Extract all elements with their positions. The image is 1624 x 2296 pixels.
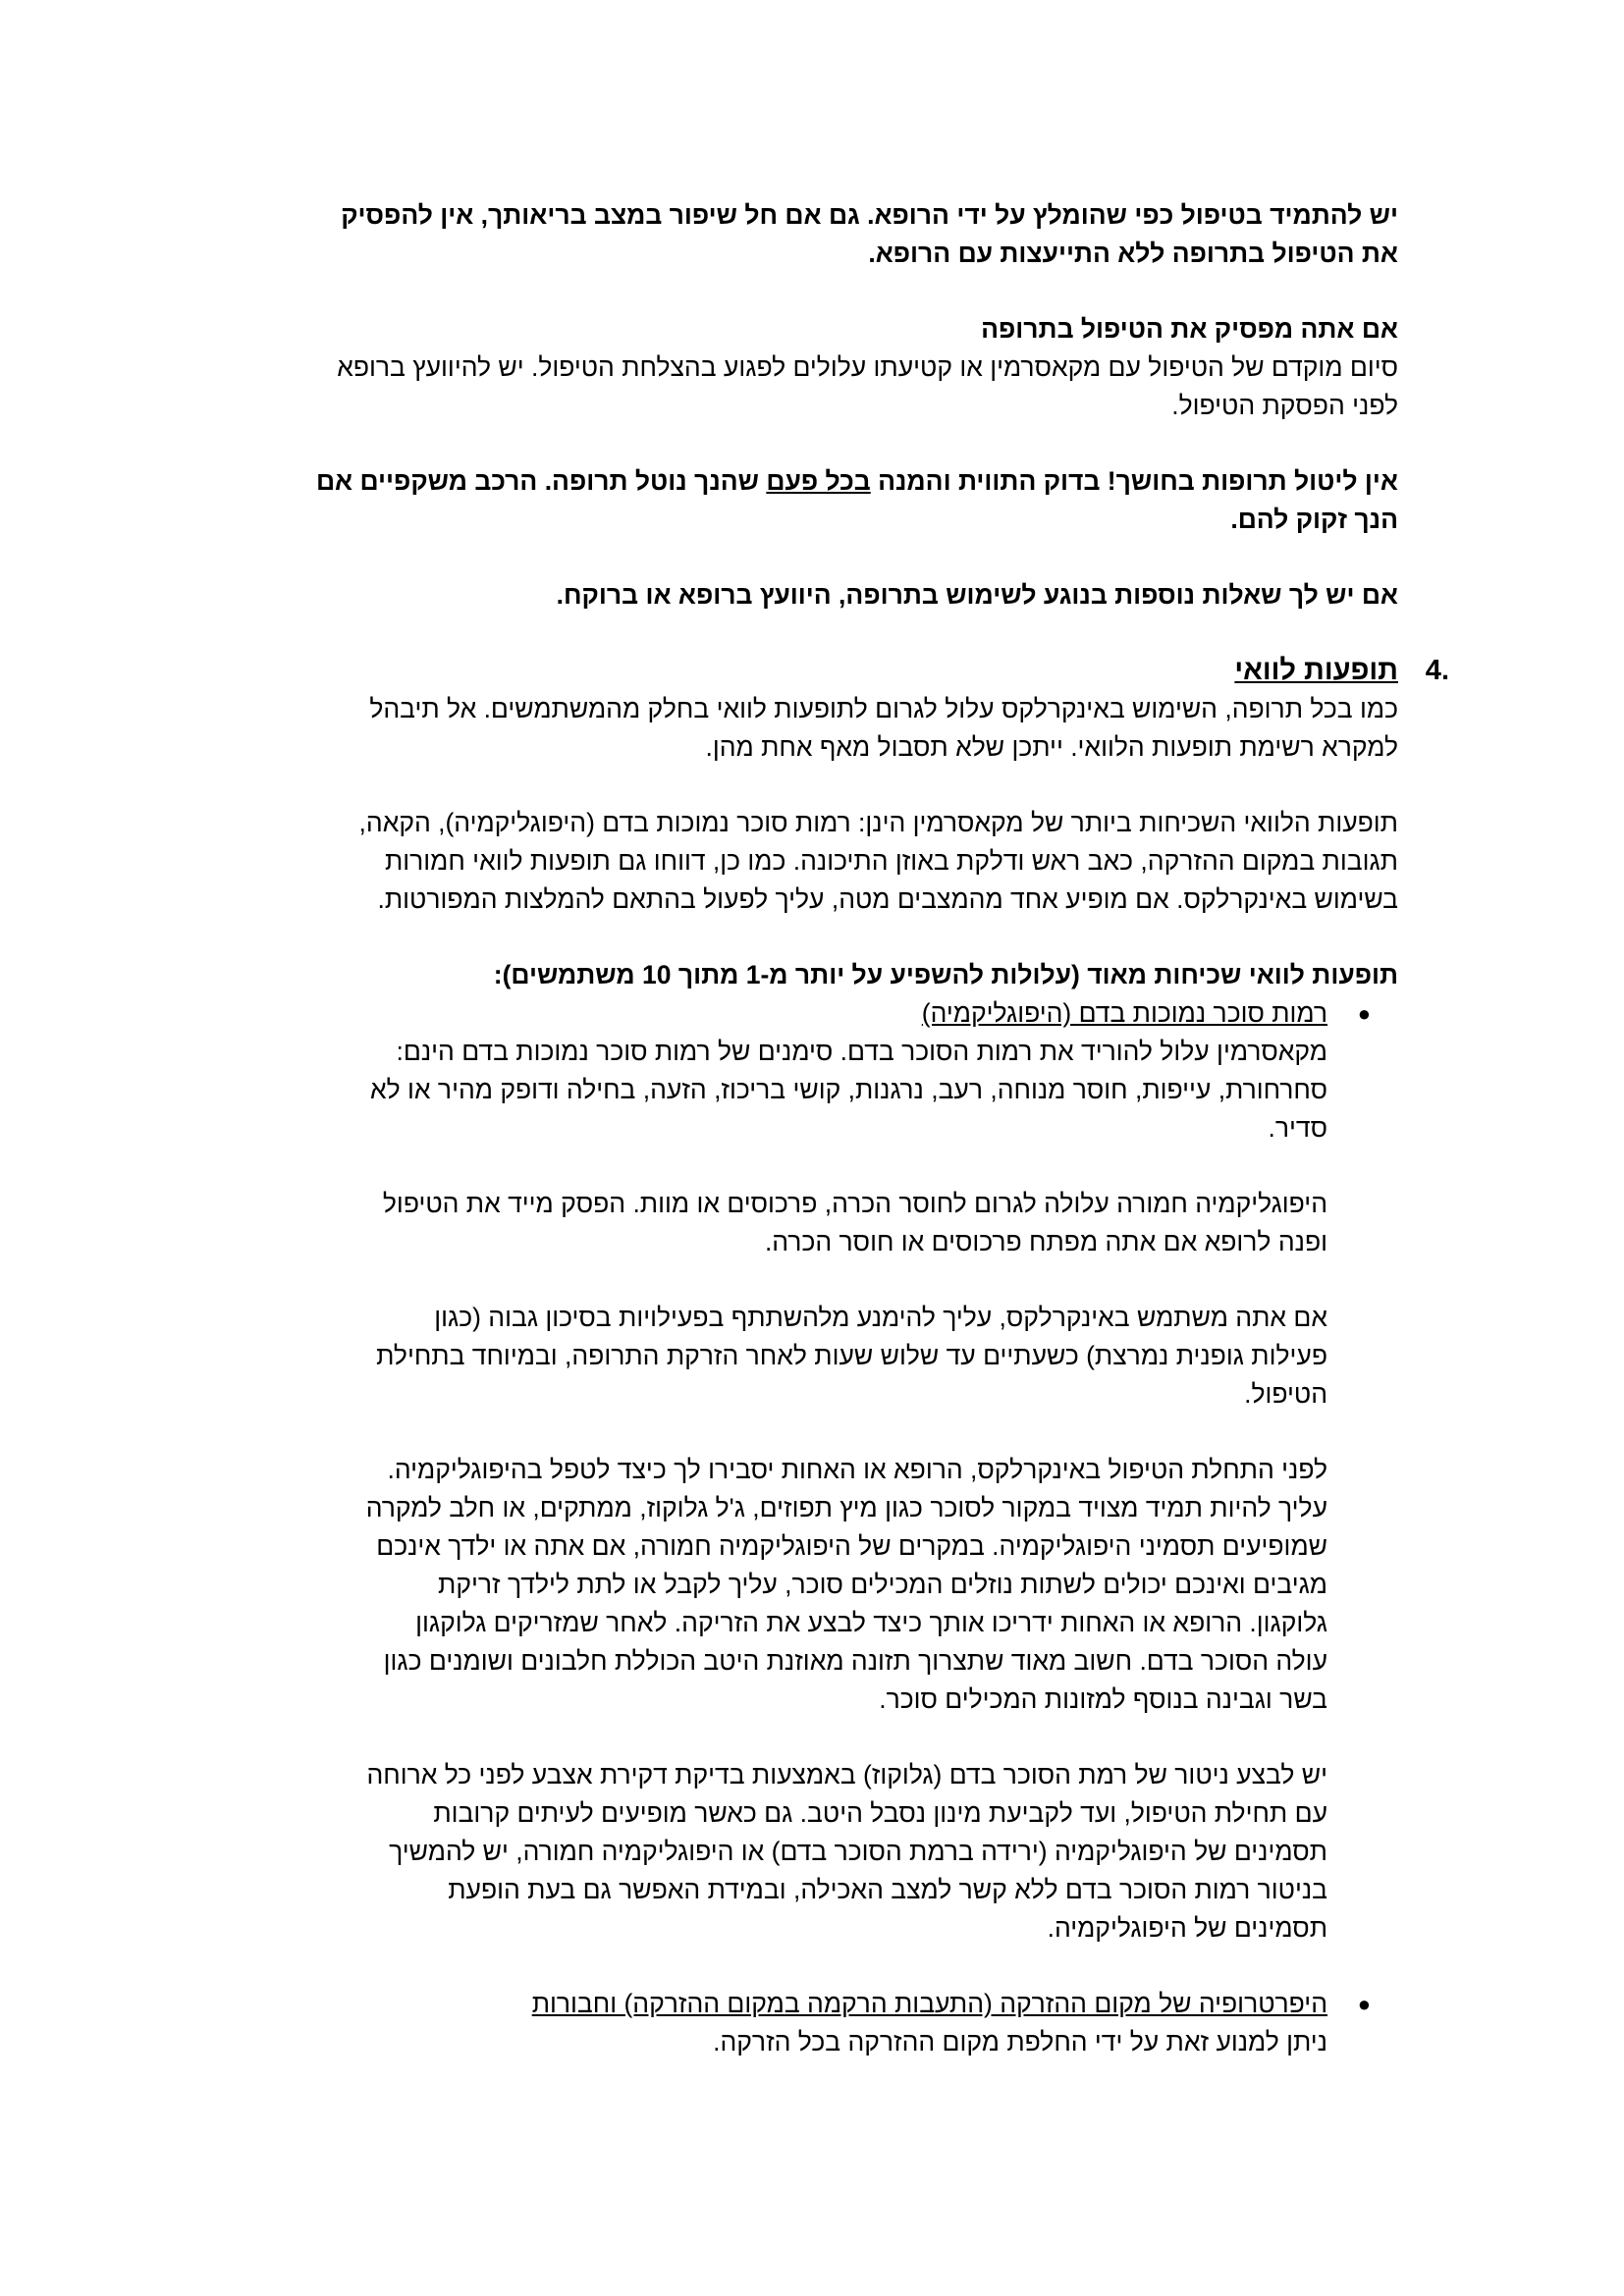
text-line: סחרחורת, עייפות, חוסר מנוחה, רעב, נרגנות, קושי בריכוז, הזעה, בחילה ודופק מהיר או לא [369, 1075, 1327, 1104]
section-title: תופעות לוואי [1234, 655, 1398, 686]
text-line: תסמינים של היפוגליקמיה (ירידה ברמת הסוכר בדם) או היפוגליקמיה חמורה, יש להמשיך [389, 1837, 1327, 1866]
text-line: יש לבצע ניטור של רמת הסוכר בדם (גלוקוז) באמצעות בדיקת דקירת אצבע לפני כל ארוחה [366, 1760, 1327, 1789]
text-line: תסמינים של היפוגליקמיה. [1047, 1913, 1327, 1943]
text-line: סיום מוקדם של הטיפול עם מקאסרמין או קטיעתו עלולים לפגוע בהצלחת הטיפול. יש להיוועץ ברופא [337, 352, 1398, 382]
text-line: עולה הסוכר בדם. חשוב מאוד שתצרוך תזונה מאוזנת היטב הכוללת חלבונים ושומנים כגון [383, 1646, 1327, 1676]
bullet-icon: ● [1357, 1001, 1371, 1026]
darkness-warning [220, 462, 1398, 539]
section-number: .4 [1425, 655, 1449, 686]
bullet-icon: ● [1357, 1992, 1371, 2016]
hypoglycemia-item [220, 994, 1371, 1948]
text-line: תגובות במקום ההזרקה, כאב ראש ודלקת באוזן התיכונה. כמו כן, דווחו גם תופעות לוואי חמורות [384, 846, 1398, 876]
text-line: היפוגליקמיה חמורה עלולה לגרום לחוסר הכרה, פרכוסים או מוות. הפסק מייד את הטיפול [382, 1189, 1327, 1218]
text-line: ופנה לרופא אם אתה מפתח פרכוסים או חוסר הכרה. [764, 1227, 1327, 1256]
further-questions: אם יש לך שאלות נוספות בנוגע לשימוש בתרופה, היוועץ ברופא או ברוקח. [556, 580, 1398, 610]
hypoglycemia-management [220, 1451, 1327, 1719]
bullet-row [220, 994, 1371, 1033]
text-line: את הטיפול בתרופה ללא התייעצות עם הרופא. [868, 239, 1398, 268]
hypertrophy-text: ניתן למנוע זאת על ידי החלפת מקום ההזרקה בכל הזרקה. [713, 2027, 1327, 2056]
bullet-row [220, 1985, 1371, 2023]
hypoglycemia-title: רמות סוכר נמוכות בדם (היפוגליקמיה) [921, 998, 1327, 1028]
continue-treatment-paragraph [220, 196, 1398, 273]
text-fragment: אין ליטול תרופות בחושך! בדוק התווית והמנה [870, 466, 1398, 496]
text-line: עם תחילת הטיפול, ועד לקביעת מינון נסבל היטב. גם כאשר מופיעים לעיתים קרובות [433, 1798, 1327, 1828]
text-line: שמופיעים תסמיני היפוגליקמיה. במקרים של היפוגליקמיה חמורה, אם אתה או ילדך אינכם [376, 1531, 1327, 1561]
text-line: מקאסרמין עלול להוריד את רמות הסוכר בדם. סימנים של רמות סוכר נמוכות בדם הינם: [396, 1037, 1327, 1066]
text-line: יש להתמיד בטיפול כפי שהומלץ על ידי הרופא. גם אם חל שיפור במצב בריאותך, אין להפסיק [341, 200, 1398, 230]
text-fragment: שהנך נוטל תרופה. הרכב משקפיים אם [315, 466, 767, 496]
text-line: לפני התחלת הטיפול באינקרלקס, הרופא או האחות יסבירו לך כיצד לטפל בהיפוגליקמיה. [387, 1455, 1327, 1484]
text-line: פעילות גופנית נמרצת) כשעתיים עד שלוש שעות לאחר הזרקת התרופה, ובמיוחד בתחילת [376, 1341, 1327, 1370]
text-line: גלוקגון. הרופא או האחות ידריכו אותך כיצד לבצע את הזריקה. לאחר שמזריקים גלוקגון [415, 1608, 1327, 1637]
text-line: לפני הפסקת הטיפול. [1171, 391, 1398, 420]
text-line: בשר וגבינה בנוסף למזונות המכילים סוכר. [879, 1684, 1327, 1714]
text-line: הטיפול. [1244, 1379, 1327, 1409]
high-risk-activities [220, 1299, 1327, 1414]
text-line: עליך להיות תמיד מצויד במקור לסוכר כגון מיץ תפוזים, ג'ל גלוקוז, ממתקים, או חלב למקרה [365, 1493, 1327, 1522]
very-common-heading: תופעות לוואי שכיחות מאוד (עלולות להשפיע על יותר מ-1 מתוך 10 משתמשים): [493, 960, 1398, 989]
stop-treatment-heading: אם אתה מפסיק את הטיפול בתרופה [981, 314, 1398, 344]
text-line: סדיר. [1268, 1113, 1327, 1143]
hypertrophy-item [220, 1985, 1371, 2061]
stop-treatment-text [220, 348, 1398, 425]
text-line: הנך זקוק להם. [1230, 505, 1398, 534]
text-line: למקרא רשימת תופעות הלוואי. ייתכן שלא תסבול מאף אחת מהן. [705, 732, 1398, 762]
text-line: בניטור רמות הסוכר בדם ללא קשר למצב האכילה, ובמידת האפשר גם בעת הופעת [448, 1875, 1327, 1904]
hypoglycemia-signs [220, 1033, 1327, 1148]
text-line: אם אתה משתמש באינקרלקס, עליך להימנע מלהשתתף בפעילויות בסיכון גבוה (כגון [434, 1303, 1327, 1332]
underlined-emphasis: בכל פעם [766, 466, 871, 496]
leaflet-content [220, 196, 1449, 2061]
severe-hypoglycemia [220, 1185, 1327, 1261]
text-line: תופעות הלוואי השכיחות ביותר של מקאסרמין הינן: רמות סוכר נמוכות בדם (היפוגליקמיה), הקאה, [358, 808, 1398, 837]
text-line: כמו בכל תרופה, השימוש באינקרלקס עלול לגרום לתופעות לוואי בחלק מהמשתמשים. אל תיבהל [369, 694, 1398, 723]
text-line: מגיבים ואינכם יכולים לשתות נוזלים המכילים סוכר, עליך לקבל או לתת לילדך זריקת [438, 1570, 1327, 1599]
common-side-effects-paragraph [220, 804, 1398, 919]
hypertrophy-title: היפרטרופיה של מקום ההזרקה (התעבות הרקמה במקום ההזרקה) וחבורות [531, 1989, 1327, 2018]
side-effects-intro [220, 690, 1398, 767]
text-line: בשימוש באינקרלקס. אם מופיע אחד מהמצבים מטה, עליך לפעול בהתאם להמלצות המפורטות. [377, 884, 1398, 914]
section-4-heading [220, 652, 1398, 690]
glucose-monitoring [220, 1756, 1327, 1948]
